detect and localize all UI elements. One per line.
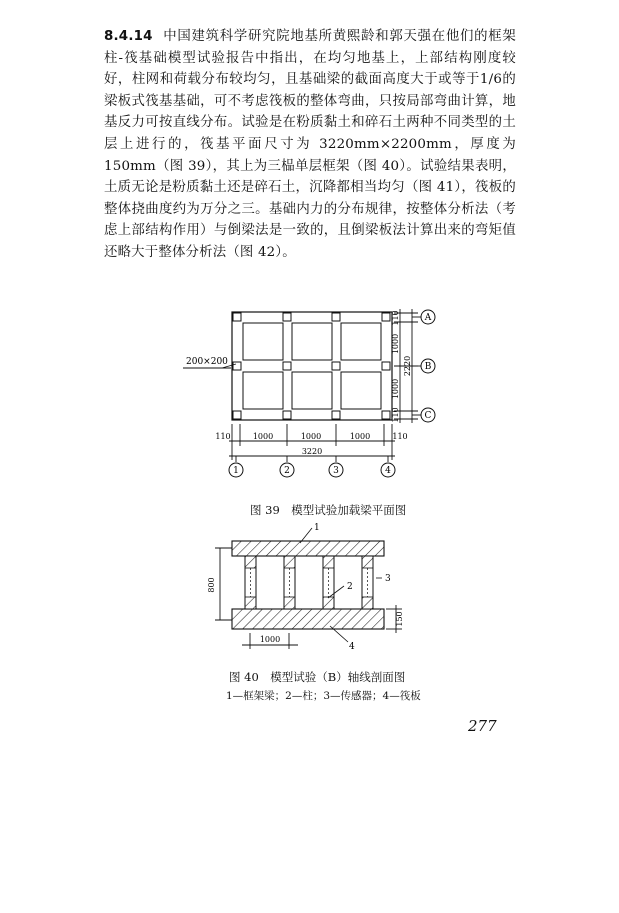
panel [243,372,283,409]
panel [341,372,381,409]
raft-outline [232,312,392,420]
axis-label-1: 1 [233,466,239,476]
callout-3: 3 [385,574,391,584]
figure-40-legend: 1—框架梁；2—柱；3—传感器；4—筏板 [226,690,421,702]
dim-bottom-edge-right: 110 [392,432,408,441]
callout-2: 2 [347,582,353,592]
panel [243,323,283,360]
figure-40-section-diagram [207,523,404,652]
dim-right-edge-bottom: 110 [391,407,400,423]
axis-label-b: B [424,362,432,372]
column-markers [233,313,390,419]
page-number: 277 [468,717,497,735]
raft-slab [232,609,384,629]
span-dim: 1000 [259,635,281,644]
axis-label-c: C [424,411,432,421]
dim-bottom-span-1: 1000 [252,432,274,441]
slab-thickness-dim: 150 [395,611,404,627]
dim-right-span-2: 1000 [391,378,400,400]
axis-label-4: 4 [385,466,391,476]
axis-label-2: 2 [284,466,290,476]
figure-40-caption: 图 40 模型试验（B）轴线剖面图 [229,670,406,684]
callout-1: 1 [314,523,320,533]
dim-bottom-span-2: 1000 [300,432,322,441]
axis-label-a: A [424,313,432,323]
dim-bottom-total: 3220 [301,447,323,456]
frame-beam [232,541,384,556]
dim-right-edge-top: 110 [391,310,400,326]
section-height-dim: 800 [207,577,216,593]
dim-right-span-1: 1000 [391,333,400,355]
figure-39-caption: 图 39 模型试验加载梁平面图 [250,503,407,517]
dim-right-total: 2220 [403,355,412,377]
dim-bottom-span-3: 1000 [349,432,371,441]
callout-4: 4 [349,642,355,652]
dim-bottom-edge-left: 110 [215,432,231,441]
panel [292,372,332,409]
panel [292,323,332,360]
panel [341,323,381,360]
column-size-label: 200×200 [186,357,228,367]
section-text: 中国建筑科学研究院地基所黄熙龄和郭天强在他们的框架柱-筏基础模型试验报告中指出，在均匀地基上，上部结构刚度较好，柱网和荷载分布较均匀，且基础梁的截面高度大于或等于1/6的梁板式筏基基础，可不考虑筏板的整体弯曲，只按局部弯曲计算，地基反力可按直线分布。试验是在粉质黏土和碎石土两种不同类型的土层上进行的，筏基平面尺寸为 3220mm×2200mm，厚度为 150mm（图 39），其上为三榀单层框架（图 40）。试验结果表明，土质无论是粉质黏土还是碎石土，沉降都相当均匀（图 41），筏板的整体挠曲度约为万分之三。基础内力的分布规律，按整体分析法（考虑上部结构作用）与倒梁法是一致的，且倒梁板法计算出来的弯矩值还略大于整体分析法（图 42）。 [104,29,516,260]
axis-label-3: 3 [333,466,339,476]
section-number: 8.4.14 [104,29,153,44]
